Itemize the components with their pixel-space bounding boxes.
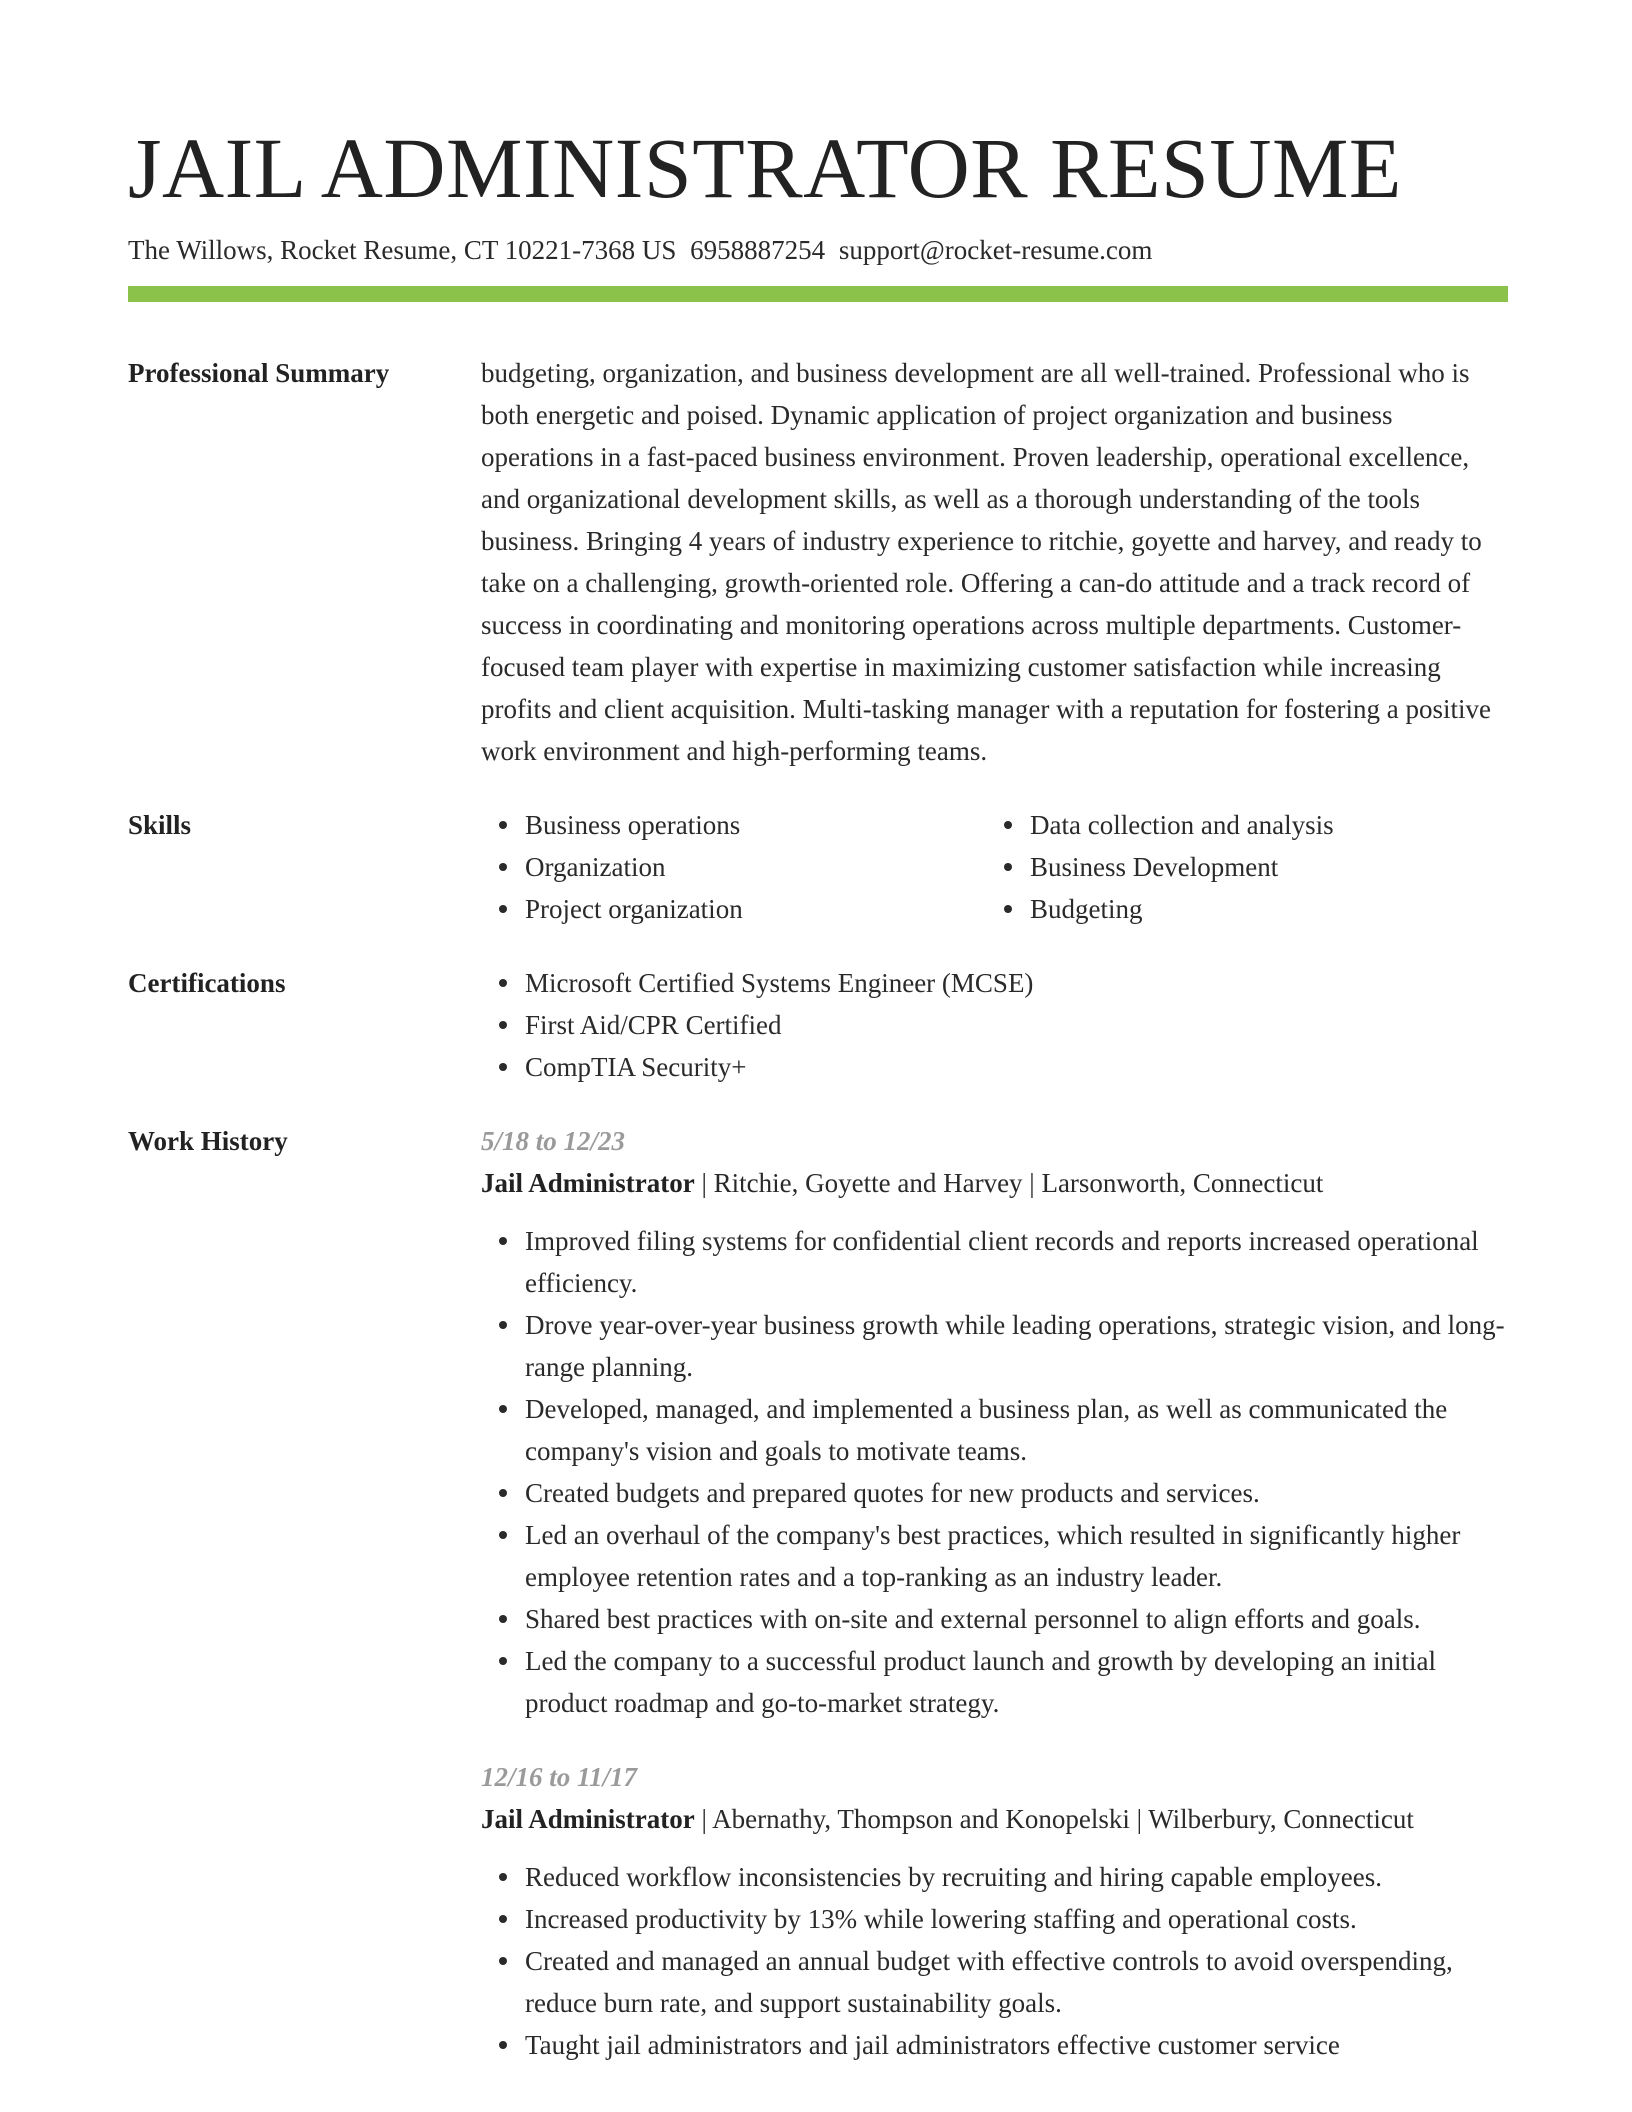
job-company-location: | Abernathy, Thompson and Konopelski | Wilberbury, Connecticut xyxy=(694,1804,1414,1834)
skills-section xyxy=(128,804,1508,930)
job-bullet: Developed, managed, and implemented a business plan, as well as communicated the company's vision and goals to motivate teams. xyxy=(525,1388,1508,1472)
job-bullet: Created and managed an annual budget with effective controls to avoid overspending, reduce burn rate, and support sustainability goals. xyxy=(525,1940,1508,2024)
header-divider xyxy=(128,286,1508,302)
skills-list-right xyxy=(986,804,1491,930)
section-heading: Professional Summary xyxy=(128,358,390,388)
job-bullet: Taught jail administrators and jail administrators effective customer service xyxy=(525,2024,1508,2066)
resume-header xyxy=(128,118,1508,268)
resume-body xyxy=(128,352,1508,2098)
job-bullet: Shared best practices with on-site and external personnel to align efforts and goals. xyxy=(525,1598,1508,1640)
job-bullet: Increased productivity by 13% while lowering staffing and operational costs. xyxy=(525,1898,1508,1940)
skill-item: Budgeting xyxy=(1030,888,1491,930)
professional-summary-section xyxy=(128,352,1508,772)
job-bullet: Drove year-over-year business growth while leading operations, strategic vision, and long-range planning. xyxy=(525,1304,1508,1388)
section-heading: Work History xyxy=(128,1126,288,1156)
skills-grid xyxy=(481,804,1508,930)
certification-item: Microsoft Certified Systems Engineer (MCSE) xyxy=(525,962,1508,1004)
job-dates: 5/18 to 12/23 xyxy=(481,1126,626,1156)
job-title: Jail Administrator xyxy=(481,1168,695,1198)
job-bullet: Improved filing systems for confidential client records and reports increased operational efficiency. xyxy=(525,1220,1508,1304)
job-entry xyxy=(481,1756,1508,2066)
skill-item: Data collection and analysis xyxy=(1030,804,1491,846)
job-bullets xyxy=(481,1856,1508,2066)
job-heading xyxy=(481,1162,1508,1204)
job-title: Jail Administrator xyxy=(481,1804,695,1834)
skills-list-left xyxy=(481,804,986,930)
certifications-section xyxy=(128,962,1508,1088)
contact-email[interactable]: support@rocket-resume.com xyxy=(838,235,1153,265)
skill-item: Project organization xyxy=(525,888,986,930)
skill-item: Business Development xyxy=(1030,846,1491,888)
job-bullet: Created budgets and prepared quotes for new products and services. xyxy=(525,1472,1508,1514)
job-dates: 12/16 to 11/17 xyxy=(481,1762,638,1792)
job-bullet: Led an overhaul of the company's best practices, which resulted in significantly higher employee retention rates and a top-ranking as an industry leader. xyxy=(525,1514,1508,1598)
job-bullet: Reduced workflow inconsistencies by recruiting and hiring capable employees. xyxy=(525,1856,1508,1898)
job-company-location: | Ritchie, Goyette and Harvey | Larsonworth, Connecticut xyxy=(694,1168,1324,1198)
resume-title: JAIL ADMINISTRATOR RESUME xyxy=(128,120,1402,216)
job-bullet: Led the company to a successful product launch and growth by developing an initial product roadmap and go-to-market strategy. xyxy=(525,1640,1508,1724)
job-entry xyxy=(481,1120,1508,1724)
skill-item: Business operations xyxy=(525,804,986,846)
certifications-list xyxy=(481,962,1508,1088)
contact-address: The Willows, Rocket Resume, CT 10221-7368 US xyxy=(128,235,677,265)
certification-item: CompTIA Security+ xyxy=(525,1046,1508,1088)
contact-line xyxy=(128,232,1508,268)
summary-text: budgeting, organization, and business development are all well-trained. Professional who is both energetic and poised. Dynamic application of project organization and business operations in a fast-paced business environment. Proven leadership, operational excellence, and organizational development skills, as well as a thorough understanding of the tools business. Bringing 4 years of industry experience to ritchie, goyette and harvey, and ready to take on a challenging, growth-oriented role. Offering a can-do attitude and a track record of success in coordinating and monitoring operations across multiple departments. Customer-focused team player with expertise in maximizing customer satisfaction while increasing profits and client acquisition. Multi-tasking manager with a reputation for fostering a positive work environment and high-performing teams. xyxy=(481,358,1492,766)
work-history-section xyxy=(128,1120,1508,2098)
job-bullets xyxy=(481,1220,1508,1724)
certification-item: First Aid/CPR Certified xyxy=(525,1004,1508,1046)
contact-phone: 6958887254 xyxy=(690,235,826,265)
section-heading: Certifications xyxy=(128,968,286,998)
section-heading: Skills xyxy=(128,810,192,840)
skill-item: Organization xyxy=(525,846,986,888)
job-heading xyxy=(481,1798,1508,1840)
